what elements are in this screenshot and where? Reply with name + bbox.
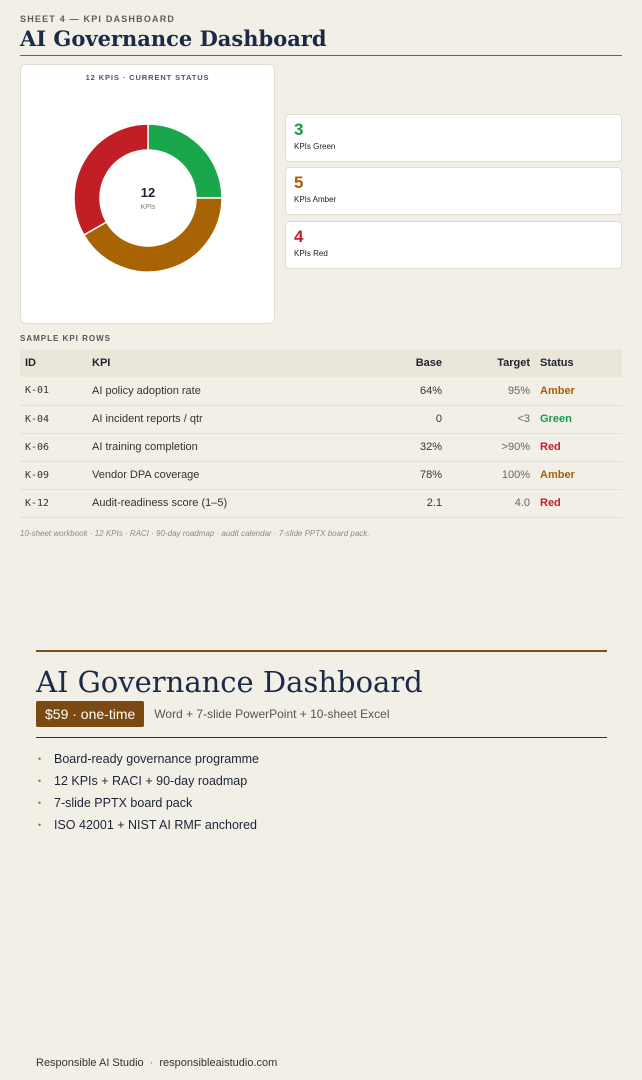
donut-center [73, 123, 223, 273]
row-kpi: AI policy adoption rate [87, 377, 372, 405]
row-base: 64% [372, 377, 447, 405]
row-id: K-04 [20, 405, 87, 433]
row-base: 0 [372, 405, 447, 433]
row-kpi: Audit-readiness score (1–5) [87, 489, 372, 517]
stat-green-value: 3 [294, 120, 304, 140]
row-id: K-01 [20, 377, 87, 405]
table-section-label: SAMPLE KPI ROWS [20, 334, 112, 344]
donut-caption: 12 KPIS · CURRENT STATUS [85, 73, 210, 83]
stat-card-amber [285, 167, 622, 215]
column-header-target: Target [447, 349, 535, 377]
bullet-icon: • [38, 820, 42, 831]
footer [36, 1057, 277, 1069]
footer-separator: · [149, 1057, 154, 1069]
table-row [20, 489, 622, 517]
row-kpi: Vendor DPA coverage [87, 461, 372, 489]
stat-amber-label: KPIs Amber [294, 195, 337, 205]
row-id: K-12 [20, 489, 87, 517]
sheet-eyebrow: SHEET 4 — KPI DASHBOARD [20, 14, 176, 24]
sheet-title: AI Governance Dashboard [20, 26, 327, 51]
product-includes: Word + 7-slide PowerPoint + 10-sheet Excel [154, 707, 390, 722]
product-title: AI Governance Dashboard [36, 665, 423, 699]
row-target: 95% [447, 377, 535, 405]
donut-center-value: 12 [140, 185, 156, 201]
product-panel [36, 650, 607, 836]
stat-card-red [285, 221, 622, 269]
row-base: 78% [372, 461, 447, 489]
footer-url[interactable]: responsibleaistudio.com [159, 1057, 278, 1069]
column-header-base: Base [372, 349, 447, 377]
summary-row [20, 64, 622, 326]
bullet-icon: • [38, 798, 42, 809]
row-status: Red [535, 433, 622, 461]
table-row [20, 377, 622, 405]
feature-text: ISO 42001 + NIST AI RMF anchored [54, 818, 257, 833]
price-row [36, 701, 607, 727]
footer-brand: Responsible AI Studio [36, 1057, 144, 1069]
table-row [20, 433, 622, 461]
kpi-sheet-preview [20, 14, 622, 538]
feature-list [36, 748, 607, 836]
stat-green-label: KPIs Green [294, 142, 336, 152]
title-divider [20, 55, 622, 56]
price-badge: $59 · one-time [36, 701, 144, 727]
row-id: K-09 [20, 461, 87, 489]
stat-card-green [285, 114, 622, 162]
list-item [36, 770, 607, 792]
column-header-kpi: KPI [87, 349, 372, 377]
row-status: Green [535, 405, 622, 433]
feature-text: Board-ready governance programme [54, 752, 259, 767]
row-target: >90% [447, 433, 535, 461]
bullet-icon: • [38, 776, 42, 787]
row-status: Amber [535, 377, 622, 405]
row-kpi: AI training completion [87, 433, 372, 461]
stat-red-label: KPIs Red [294, 249, 328, 259]
row-id: K-06 [20, 433, 87, 461]
column-header-id: ID [20, 349, 87, 377]
feature-text: 7-slide PPTX board pack [54, 796, 193, 811]
row-kpi: AI incident reports / qtr [87, 405, 372, 433]
column-header-status: Status [535, 349, 622, 377]
stat-red-value: 4 [294, 227, 304, 247]
row-target: <3 [447, 405, 535, 433]
kpi-table [20, 349, 622, 518]
row-base: 2.1 [372, 489, 447, 517]
product-divider [36, 737, 607, 738]
list-item [36, 792, 607, 814]
list-item [36, 748, 607, 770]
table-row [20, 461, 622, 489]
row-target: 4.0 [447, 489, 535, 517]
row-status: Amber [535, 461, 622, 489]
donut-card [20, 64, 275, 324]
feature-text: 12 KPIs + RACI + 90-day roadmap [54, 774, 248, 789]
list-item [36, 814, 607, 836]
sheet-footnote: 10-sheet workbook · 12 KPIs · RACI · 90-day roadmap · audit calendar · 7-slide PPTX board pack. [20, 528, 370, 538]
row-status: Red [535, 489, 622, 517]
bullet-icon: • [38, 754, 42, 765]
row-target: 100% [447, 461, 535, 489]
stat-amber-value: 5 [294, 173, 304, 193]
product-top-rule [36, 650, 607, 652]
donut-center-label: KPIs [140, 204, 156, 212]
row-base: 32% [372, 433, 447, 461]
table-header-row [20, 349, 622, 377]
table-row [20, 405, 622, 433]
